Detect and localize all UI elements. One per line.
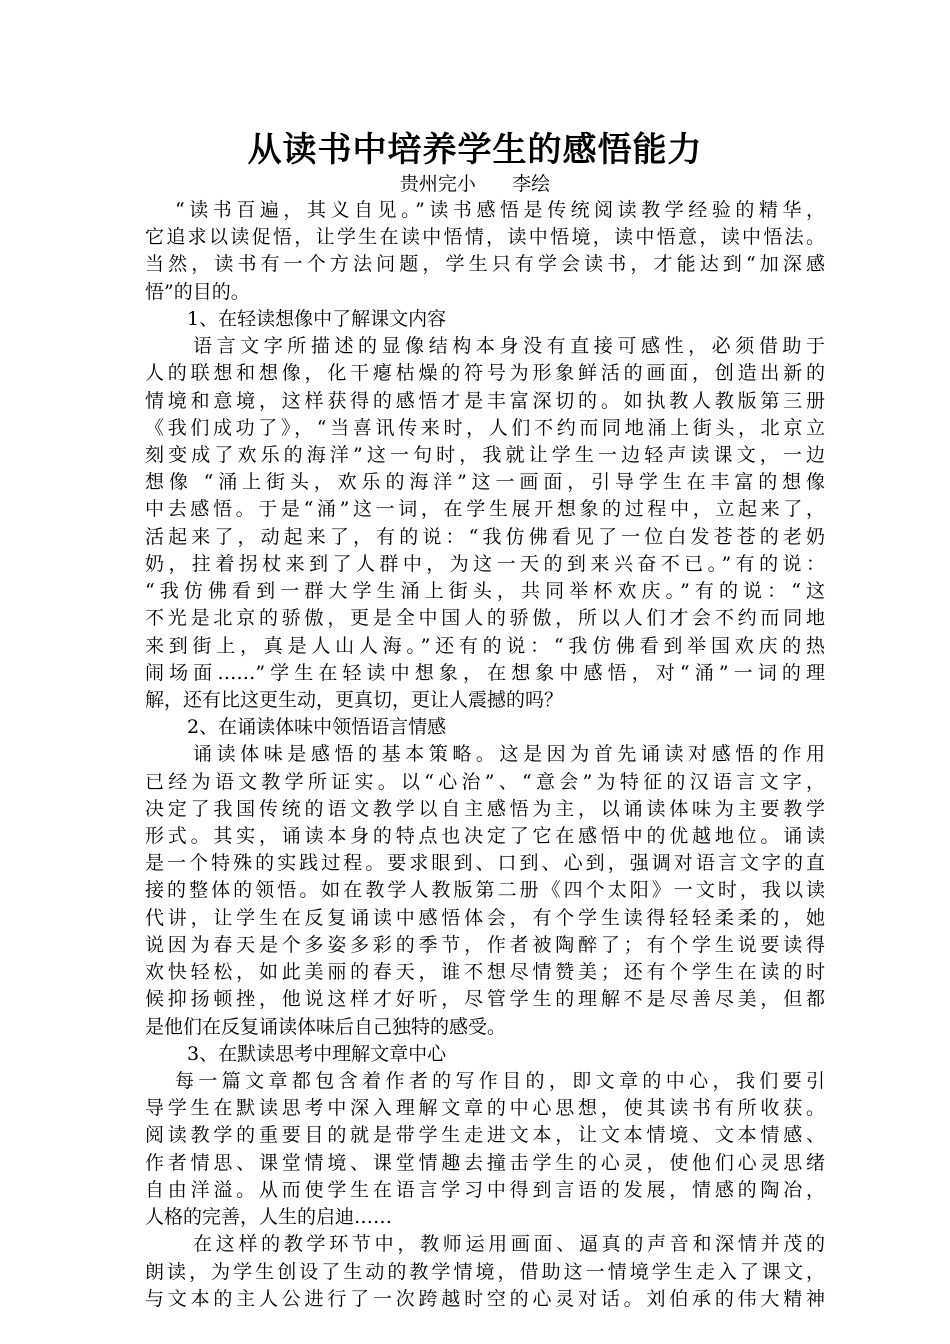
paragraph-line: 候抑扬顿挫，他说这样才好听，尽管学生的理解不是尽善尽美，但都 xyxy=(145,988,825,1011)
section-heading: 2、在诵读体味中领悟语言情感 xyxy=(187,716,447,739)
paragraph-line: 闹场面……”学生在轻读中想象，在想象中感悟，对“涌”一词的理 xyxy=(145,661,825,684)
paragraph-line: 说因为春天是个多姿多彩的季节，作者被陶醉了；有个学生说要读得 xyxy=(145,933,825,956)
paragraph-line: 解，还有比这更生动，更真切，更让人震撼的吗？ xyxy=(145,688,564,711)
paragraph-line: 来到街上，真是人山人海。”还有的说：“我仿佛看到举国欢庆的热 xyxy=(145,634,825,657)
paragraph-line: 阅读教学的重要目的就是带学生走进文本，让文本情境、文本情感、 xyxy=(145,1124,825,1147)
paragraph-line: 作者情思、课堂情境、课堂情趣去撞击学生的心灵，使他们心灵思绪 xyxy=(145,1151,825,1174)
paragraph-line: 人的联想和想像，化干瘪枯燥的符号为形象鲜活的画面，创造出新的 xyxy=(145,362,825,385)
paragraph-line: 情境和意境，这样获得的感悟才是丰富深切的。如执教人教版第三册 xyxy=(145,389,825,412)
paragraph-line: 奶，拄着拐杖来到了人群中，为这一天的到来兴奋不已。”有的说： xyxy=(145,552,825,575)
paragraph-line: 已经为语文教学所证实。以“心治”、“意会”为特征的汉语言文字， xyxy=(145,770,825,793)
paragraph-line: 当然，读书有一个方法问题，学生只有学会读书，才能达到“加深感 xyxy=(145,253,825,276)
paragraph-line: 语言文字所描述的显像结构本身没有直接可感性，必须借助于 xyxy=(193,335,825,358)
paragraph-line: 形式。其实，诵读本身的特点也决定了它在感悟中的优越地位。诵读 xyxy=(145,825,825,848)
paragraph-line: “我仿佛看到一群大学生涌上街头，共同举杯欢庆。”有的说：“这 xyxy=(145,580,825,603)
document-title: 从读书中培养学生的感悟能力 xyxy=(247,130,703,170)
paragraph-line: 悟”的目的。 xyxy=(145,280,250,303)
paragraph-line: 导学生在默读思考中深入理解文章的中心思想，使其读书有所收获。 xyxy=(145,1097,825,1120)
paragraph-line: 代讲，让学生在反复诵读中感悟体会，有个学生读得轻轻柔柔的，她 xyxy=(145,906,825,929)
paragraph-line: 不光是北京的骄傲，更是全中国人的骄傲，所以人们才会不约而同地 xyxy=(145,607,825,630)
paragraph-line: 它追求以读促悟，让学生在读中悟情，读中悟境，读中悟意，读中悟法。 xyxy=(145,226,825,249)
paragraph-line: 人格的完善，人生的启迪…… xyxy=(145,1206,393,1229)
document-body xyxy=(145,197,825,1313)
paragraph-line: 刻变成了欢乐的海洋”这一句时，我就让学生一边轻声读课文，一边 xyxy=(145,443,825,466)
paragraph-line: “读书百遍，其义自见。”读书感悟是传统阅读教学经验的精华， xyxy=(175,199,825,221)
paragraph-line: 自由洋溢。从而使学生在语言学习中得到言语的发展，情感的陶冶， xyxy=(145,1178,825,1201)
paragraph-line: 与文本的主人公进行了一次跨越时空的心灵对话。刘伯承的伟大精神 xyxy=(145,1287,825,1310)
paragraph-line: 朗读，为学生创设了生动的教学情境，借助这一情境学生走入了课文， xyxy=(145,1260,825,1283)
paragraph-line: 《我们成功了》，“当喜讯传来时，人们不约而同地涌上街头，北京立 xyxy=(145,416,825,439)
paragraph-line: 在这样的教学环节中，教师运用画面、逼真的声音和深情并茂的 xyxy=(193,1233,825,1256)
paragraph-line: 是一个特殊的实践过程。要求眼到、口到、心到，强调对语言文字的直 xyxy=(145,852,825,875)
paragraph-line: 欢快轻松，如此美丽的春天，谁不想尽情赞美；还有个学生在读的时 xyxy=(145,961,825,984)
paragraph-line: 接的整体的领悟。如在教学人教版第二册《四个太阳》一文时，我以读 xyxy=(145,879,825,902)
paragraph-line: 是他们在反复诵读体味后自己独特的感受。 xyxy=(145,1015,507,1038)
paragraph-line: 活起来了，动起来了，有的说：“我仿佛看见了一位白发苍苍的老奶 xyxy=(145,525,825,548)
paragraph-line: 诵读体味是感悟的基本策略。这是因为首先诵读对感悟的作用 xyxy=(193,743,825,766)
author-byline: 贵州完小 李绘 xyxy=(399,173,551,195)
section-heading: 1、在轻读想像中了解课文内容 xyxy=(187,307,447,330)
paragraph-line: 中去感悟。于是“涌”这一词，在学生展开想象的过程中，立起来了， xyxy=(145,498,825,521)
paragraph-line: 想像 “涌上街头，欢乐的海洋”这一画面，引导学生在丰富的想像 xyxy=(145,471,825,494)
paragraph-line: 决定了我国传统的语文教学以自主感悟为主，以诵读体味为主要教学 xyxy=(145,797,825,820)
section-heading: 3、在默读思考中理解文章中心 xyxy=(187,1042,447,1065)
paragraph-line: 每一篇文章都包含着作者的写作目的，即文章的中心，我们要引 xyxy=(175,1070,825,1092)
